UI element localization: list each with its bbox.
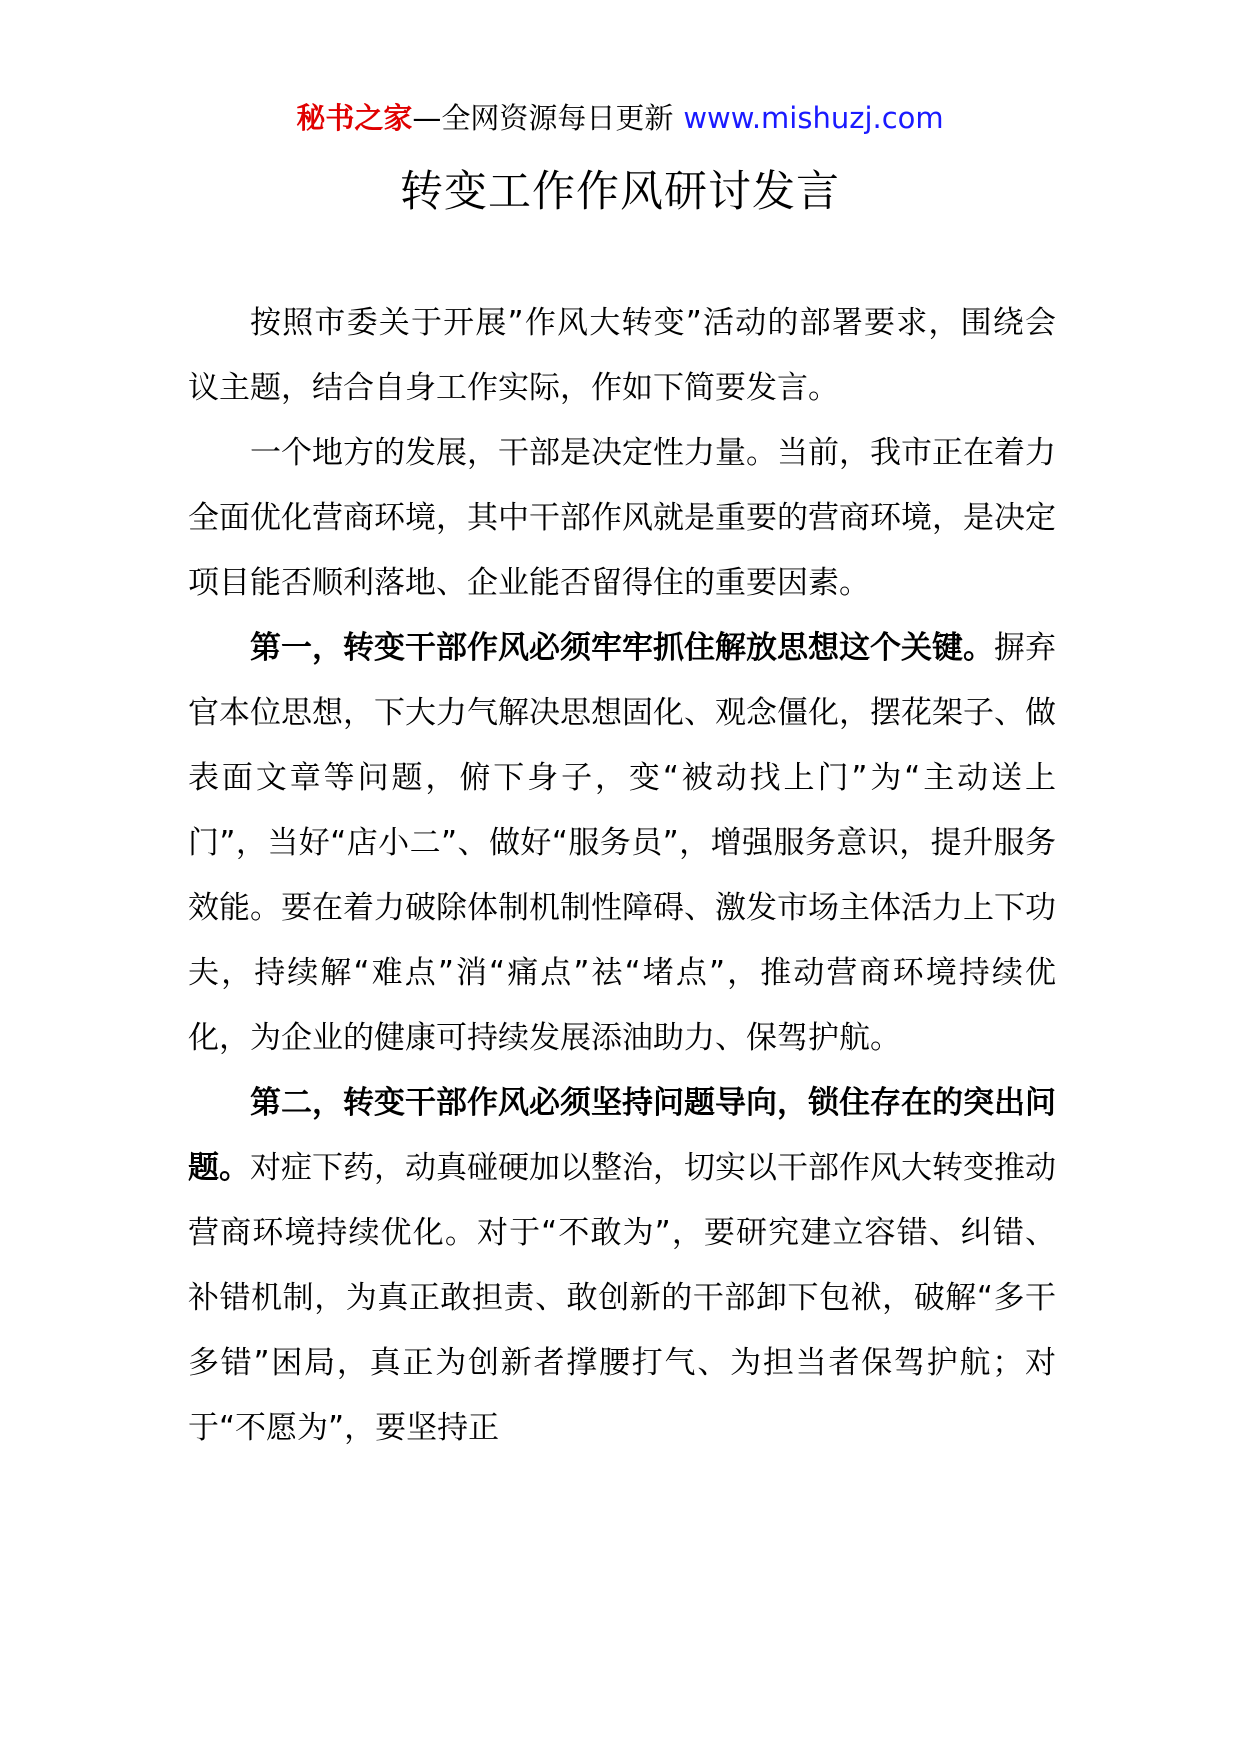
document-body [188, 291, 1056, 1461]
paragraph-text: 对症下药，动真碰硬加以整治，切实以干部作风大转变推动营商环境持续优化。对于“不敢为”，要研究建立容错、纠错、补错机制，为真正敢担责、敢创新的干部卸下包袱，破解“多干多错”困局，真正为创新者撑腰打气、为担当者保驾护航；对于“不愿为”，要坚持正 [188, 1150, 1056, 1446]
paragraph-text: 一个地方的发展，干部是决定性力量。当前，我市正在着力全面优化营商环境，其中干部作风就是重要的营商环境，是决定项目能否顺利落地、企业能否留得住的重要因素。 [188, 435, 1056, 601]
site-header [0, 98, 1240, 138]
paragraph-background [188, 421, 1056, 616]
paragraph-second-point [188, 1071, 1056, 1461]
paragraph-lead: 第二，转变干部作风必须坚持问题导向，锁住存在的突出问题。 [188, 1085, 1056, 1186]
site-url-link[interactable]: www.mishuzj.com [683, 101, 944, 135]
paragraph-text: 按照市委关于开展”作风大转变”活动的部署要求，围绕会议主题，结合自身工作实际，作如下简要发言。 [188, 305, 1056, 406]
site-brand: 秘书之家 [296, 101, 413, 135]
document-title: 转变工作作风研讨发言 [400, 167, 840, 217]
paragraph-text: 摒弃官本位思想，下大力气解决思想固化、观念僵化，摆花架子、做表面文章等问题，俯下身子，变“被动找上门”为“主动送上门”，当好“店小二”、做好“服务员”，增强服务意识，提升服务效能。要在着力破除体制机制性障碍、激发市场主体活力上下功夫，持续解“难点”消“痛点”祛“堵点”，推动营商环境持续优化，为企业的健康可持续发展添油助力、保驾护航。 [188, 630, 1056, 1056]
paragraph-first-point [188, 616, 1056, 1071]
paragraph-lead: 第一，转变干部作风必须牢牢抓住解放思想这个关键。 [250, 630, 994, 666]
site-tagline: —全网资源每日更新 [412, 101, 674, 135]
paragraph-intro [188, 291, 1056, 421]
